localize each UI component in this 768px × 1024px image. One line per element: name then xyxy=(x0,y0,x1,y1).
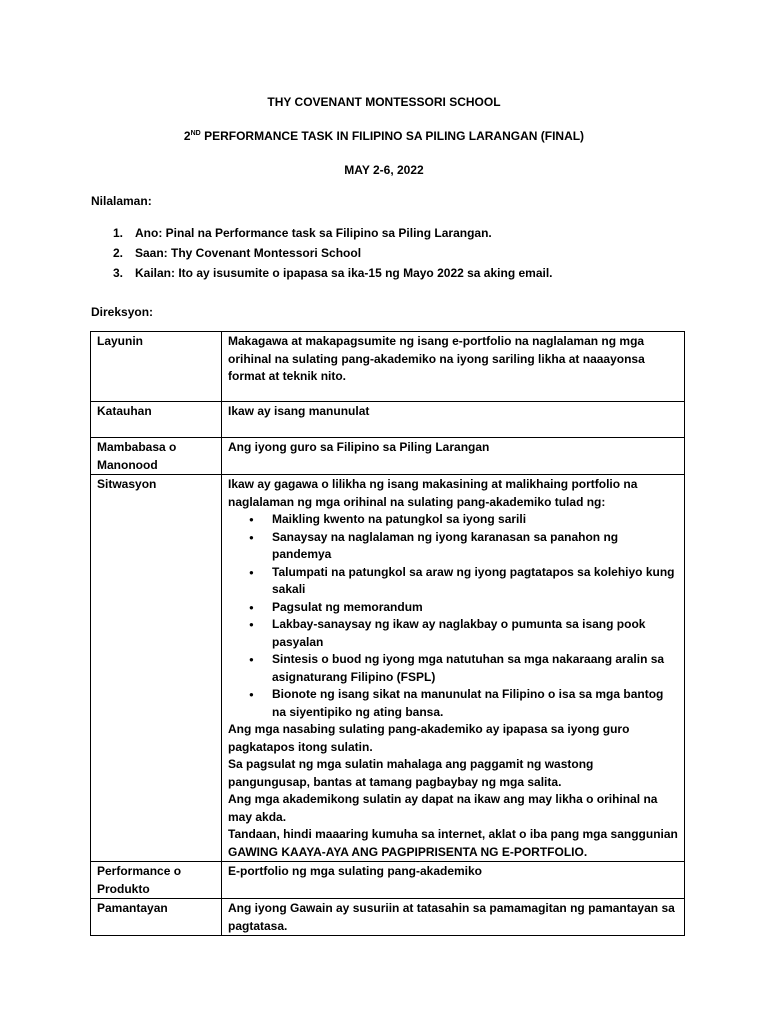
row-label-pamantayan: Pamantayan xyxy=(91,899,222,936)
sitwasyon-paragraph-4: Tandaan, hindi maaaring kumuha sa internet, aklat o iba pang mga sanggunian xyxy=(228,827,678,841)
list-item: ● Sanaysay na naglalaman ng iyong karanasan sa panahon ng pandemya xyxy=(272,529,678,564)
table-row xyxy=(91,332,685,402)
list-text: Saan: Thy Covenant Montessori School xyxy=(135,246,362,260)
nilalaman-list xyxy=(113,225,553,285)
row-label-mambabasa: Mambabasa o Manonood xyxy=(91,438,222,475)
list-item: ● Bionote ng isang sikat na manunulat na Filipino o isa sa mga bantog na siyentipiko ng ating bansa. xyxy=(272,686,678,721)
list-item: ● Maikling kwento na patungkol sa iyong sarili xyxy=(272,511,678,529)
list-number: 3. xyxy=(113,266,124,280)
list-item: ● Lakbay-sanaysay ng ikaw ay naglakbay o pumunta sa isang pook pasyalan xyxy=(272,616,678,651)
row-value-performance: E-portfolio ng mga sulating pang-akademiko xyxy=(222,862,685,899)
table-row xyxy=(91,862,685,899)
row-value-katauhan: Ikaw ay isang manunulat xyxy=(222,402,685,438)
sitwasyon-paragraph-2: Sa pagsulat ng mga sulatin mahalaga ang paggamit ng wastong pangungusap, bantas at tamang pagbaybay ng mga salita. xyxy=(228,757,594,789)
task-date: MAY 2-6, 2022 xyxy=(344,163,424,177)
school-name: THY COVENANT MONTESSORI SCHOOL xyxy=(267,95,501,109)
sitwasyon-paragraph-5: GAWING KAAYA-AYA ANG PAGPIPRISENTA NG E-PORTFOLIO. xyxy=(228,844,588,859)
direksyon-table xyxy=(90,331,685,936)
table-row xyxy=(91,402,685,438)
task-title-prefix: 2 xyxy=(183,129,191,143)
list-item xyxy=(113,265,553,285)
task-title-superscript: ND xyxy=(190,130,201,137)
task-title-rest: PERFORMANCE TASK IN FILIPINO SA PILING LARANGAN (FINAL) xyxy=(200,129,585,143)
list-number: 1. xyxy=(113,226,124,240)
list-item: ● Pagsulat ng memorandum xyxy=(272,599,678,617)
row-value-layunin: Makagawa at makapagsumite ng isang e-portfolio na naglalaman ng mga orihinal na sulating pang-akademiko na iyong sariling likha at naaayonsa format at teknik nito. xyxy=(222,332,685,402)
row-value-sitwasyon xyxy=(222,475,685,862)
list-number: 2. xyxy=(113,246,124,260)
list-text: Ano: Pinal na Performance task sa Filipino sa Piling Larangan. xyxy=(135,226,492,240)
list-item: ● Sintesis o buod ng iyong mga natutuhan sa mga nakaraang aralin sa asignaturang Filipino (FSPL) xyxy=(272,651,678,686)
list-item xyxy=(113,245,553,265)
table-row xyxy=(91,475,685,862)
row-value-pamantayan: Ang iyong Gawain ay susuriin at tatasahin sa pamamagitan ng pamantayan sa pagtatasa. xyxy=(222,899,685,936)
sitwasyon-bullets xyxy=(228,511,678,721)
task-title xyxy=(0,128,768,146)
nilalaman-heading: Nilalaman: xyxy=(91,194,152,208)
sitwasyon-paragraph-3: Ang mga akademikong sulatin ay dapat na ikaw ang may likha o orihinal na may akda. xyxy=(228,792,658,824)
list-item: ● Talumpati na patungkol sa araw ng iyong pagtatapos sa kolehiyo kung sakali xyxy=(272,564,678,599)
list-item xyxy=(113,225,553,245)
sitwasyon-intro: Ikaw ay gagawa o lilikha ng isang makasining at malikhaing portfolio na naglalaman ng mga orihinal na sulating pang-akademiko tulad ng: xyxy=(228,477,638,509)
direksyon-heading: Direksyon: xyxy=(91,305,154,319)
sitwasyon-paragraph-1: Ang mga nasabing sulating pang-akademiko ay ipapasa sa iyong guro pagkatapos itong sulatin. xyxy=(228,722,630,754)
row-label-katauhan: Katauhan xyxy=(91,402,222,438)
row-label-performance: Performance o Produkto xyxy=(91,862,222,899)
row-value-mambabasa: Ang iyong guro sa Filipino sa Piling Larangan xyxy=(222,438,685,475)
row-label-layunin: Layunin xyxy=(91,332,222,402)
table-row xyxy=(91,438,685,475)
row-label-sitwasyon: Sitwasyon xyxy=(91,475,222,862)
list-text: Kailan: Ito ay isusumite o ipapasa sa ika-15 ng Mayo 2022 sa aking email. xyxy=(135,266,553,280)
table-row xyxy=(91,899,685,936)
